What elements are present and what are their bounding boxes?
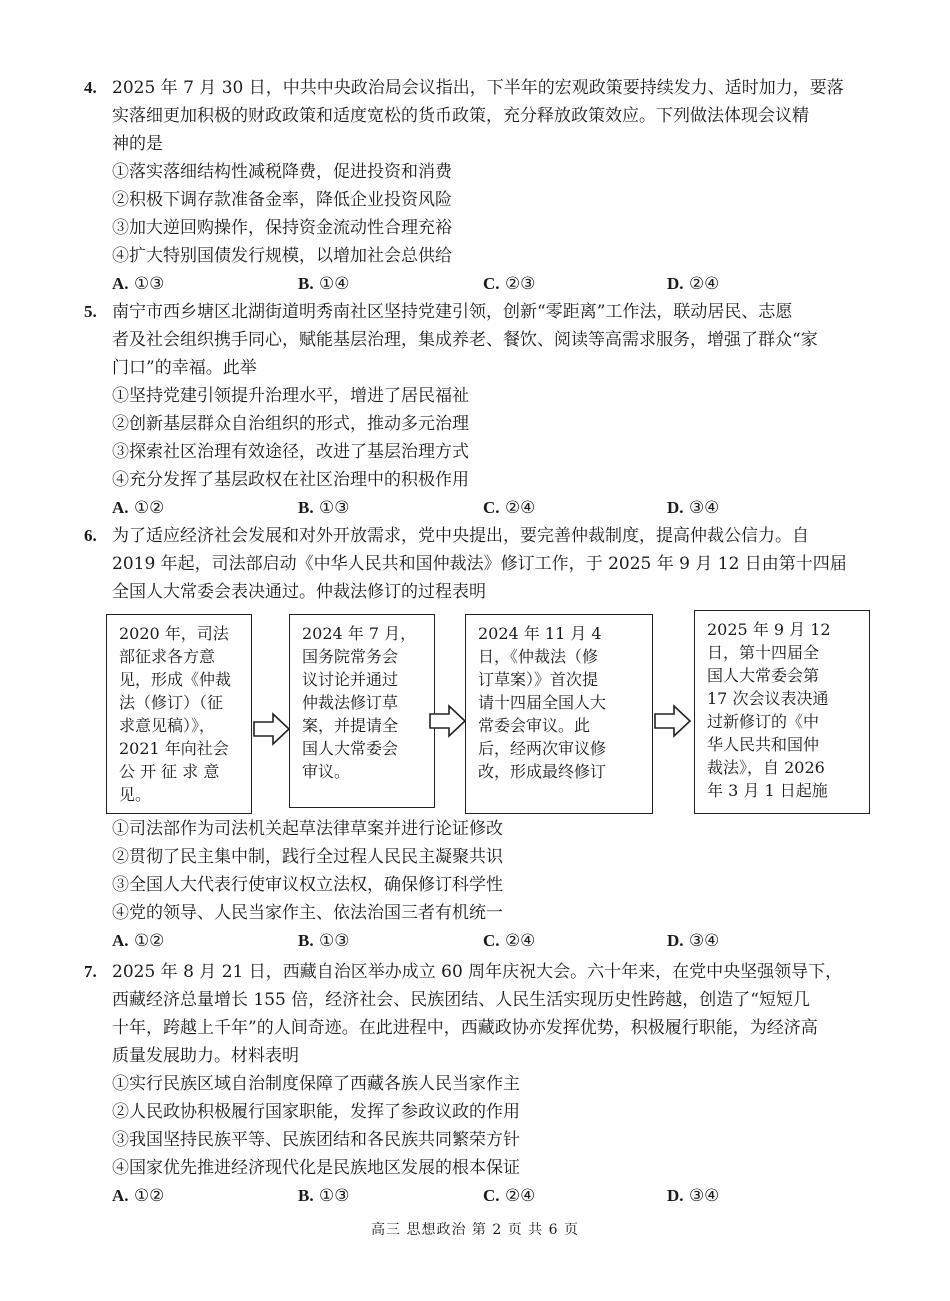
question-stem xyxy=(112,298,884,382)
choice-c[interactable]: C. ②④ xyxy=(483,931,536,951)
answer-choices xyxy=(112,1182,884,1210)
question-6-options xyxy=(84,815,884,955)
question-number: 7. xyxy=(84,962,97,981)
statement-3: ③我国坚持民族平等、民族团结和各民族共同繁荣方针 xyxy=(112,1130,520,1150)
flow-step-2: 2024 年 7 月， 国务院常务会 议讨论并通过 仲裁法修订草 案，并提请全 国人大常委会 审议。 xyxy=(289,614,435,808)
statement-3: ③全国人大代表行使审议权立法权，确保修订科学性 xyxy=(112,875,503,895)
question-stem xyxy=(112,522,884,606)
statement-1: ①落实落细结构性减税降费，促进投资和消费 xyxy=(112,162,452,182)
flow-step-4: 2025 年 9 月 12 日，第十四届全 国人大常委会第 17 次会议表决通 过新修订的《中 华人民共和国仲 裁法》，自 2026 年 3 月 1 日起施 xyxy=(694,610,870,814)
page-footer: 高三 思想政治 第 2 页 共 6 页 xyxy=(371,1222,579,1238)
choice-a[interactable]: A. ①② xyxy=(112,1186,165,1206)
choice-a[interactable]: A. ①② xyxy=(112,931,165,951)
choice-b[interactable]: B. ①③ xyxy=(298,498,350,518)
flow-step-3: 2024 年 11 月 4 日，《仲裁法（修 订草案）》首次提 请十四届全国人大 常委会审议。此 后，经两次审议修 改，形成最终修订 xyxy=(465,614,653,814)
choice-c[interactable]: C. ②④ xyxy=(483,1186,536,1206)
question-stem xyxy=(112,958,884,1070)
question-number: 5. xyxy=(84,302,97,321)
answer-choices xyxy=(112,927,884,955)
choice-a[interactable]: A. ①② xyxy=(112,498,165,518)
process-flow-diagram xyxy=(106,610,876,818)
question-number: 4. xyxy=(84,78,97,97)
statement-4: ④党的领导、人民当家作主、依法治国三者有机统一 xyxy=(112,903,503,923)
stem-line: 实落细更加积极的财政政策和适度宽松的货币政策，充分释放政策效应。下列做法体现会议精 xyxy=(112,106,809,126)
right-arrow-icon xyxy=(429,704,467,738)
statement-3: ③探索社区治理有效途径，改进了基层治理方式 xyxy=(112,442,469,462)
question-number: 6. xyxy=(84,526,97,545)
choice-b[interactable]: B. ①③ xyxy=(298,1186,350,1206)
statement-4: ④国家优先推进经济现代化是民族地区发展的根本保证 xyxy=(112,1158,520,1178)
choice-b[interactable]: B. ①④ xyxy=(298,274,350,294)
choice-d[interactable]: D. ③④ xyxy=(667,931,720,951)
stem-line: 为了适应经济社会发展和对外开放需求，党中央提出，要完善仲裁制度，提高仲裁公信力。自 xyxy=(112,526,809,546)
question-4 xyxy=(84,74,884,298)
stem-line: 2025 年 7 月 30 日，中共中央政治局会议指出，下半年的宏观政策要持续发力、适时加力，要落 xyxy=(112,78,844,98)
stem-line: 门口”的幸福。此举 xyxy=(112,358,257,378)
choice-b[interactable]: B. ①③ xyxy=(298,931,350,951)
stem-line: 全国人大常委会表决通过。仲裁法修订的过程表明 xyxy=(112,582,486,602)
question-6 xyxy=(84,522,884,606)
question-stem xyxy=(112,74,884,158)
stem-line: 南宁市西乡塘区北湖街道明秀南社区坚持党建引领，创新“零距离”工作法，联动居民、志愿 xyxy=(112,302,793,322)
stem-line: 者及社会组织携手同心，赋能基层治理，集成养老、餐饮、阅读等高需求服务，增强了群众“家 xyxy=(112,330,818,350)
statement-1: ①实行民族区域自治制度保障了西藏各族人民当家作主 xyxy=(112,1074,520,1094)
statement-1: ①坚持党建引领提升治理水平，增进了居民福祉 xyxy=(112,386,469,406)
statement-2: ②人民政协积极履行国家职能，发挥了参政议政的作用 xyxy=(112,1102,520,1122)
choice-a[interactable]: A. ①③ xyxy=(112,274,165,294)
stem-line: 神的是 xyxy=(112,134,163,154)
statement-3: ③加大逆回购操作，保持资金流动性合理充裕 xyxy=(112,218,452,238)
choice-d[interactable]: D. ③④ xyxy=(667,498,720,518)
choice-d[interactable]: D. ②④ xyxy=(667,274,720,294)
stem-line: 2019 年起，司法部启动《中华人民共和国仲裁法》修订工作，于 2025 年 9 月 12 日由第十四届 xyxy=(112,554,847,574)
stem-line: 西藏经济总量增长 155 倍，经济社会、民族团结、人民生活实现历史性跨越，创造了“短短几 xyxy=(112,990,810,1010)
question-5 xyxy=(84,298,884,522)
right-arrow-icon xyxy=(654,704,692,738)
answer-choices xyxy=(112,494,884,522)
statement-2: ②创新基层群众自治组织的形式，推动多元治理 xyxy=(112,414,469,434)
choice-d[interactable]: D. ③④ xyxy=(667,1186,720,1206)
flow-step-1: 2020 年，司法 部征求各方意 见，形成《仲裁 法（修订）（征 求意见稿）》， 2021 年向社会 公 开 征 求 意 见。 xyxy=(106,614,252,814)
right-arrow-icon xyxy=(253,712,291,746)
question-7 xyxy=(84,958,884,1210)
choice-c[interactable]: C. ②③ xyxy=(483,274,536,294)
statement-2: ②积极下调存款准备金率，降低企业投资风险 xyxy=(112,190,452,210)
answer-choices xyxy=(112,270,884,298)
statement-2: ②贯彻了民主集中制，践行全过程人民民主凝聚共识 xyxy=(112,847,503,867)
statement-1: ①司法部作为司法机关起草法律草案并进行论证修改 xyxy=(112,819,503,839)
statement-4: ④扩大特别国债发行规模，以增加社会总供给 xyxy=(112,246,452,266)
stem-line: 2025 年 8 月 21 日，西藏自治区举办成立 60 周年庆祝大会。六十年来，在党中央坚强领导下， xyxy=(112,962,843,982)
stem-line: 质量发展助力。材料表明 xyxy=(112,1046,299,1066)
choice-c[interactable]: C. ②④ xyxy=(483,498,536,518)
statement-4: ④充分发挥了基层政权在社区治理中的积极作用 xyxy=(112,470,469,490)
stem-line: 十年，跨越上千年”的人间奇迹。在此进程中，西藏政协亦发挥优势，积极履行职能，为经济高 xyxy=(112,1018,818,1038)
